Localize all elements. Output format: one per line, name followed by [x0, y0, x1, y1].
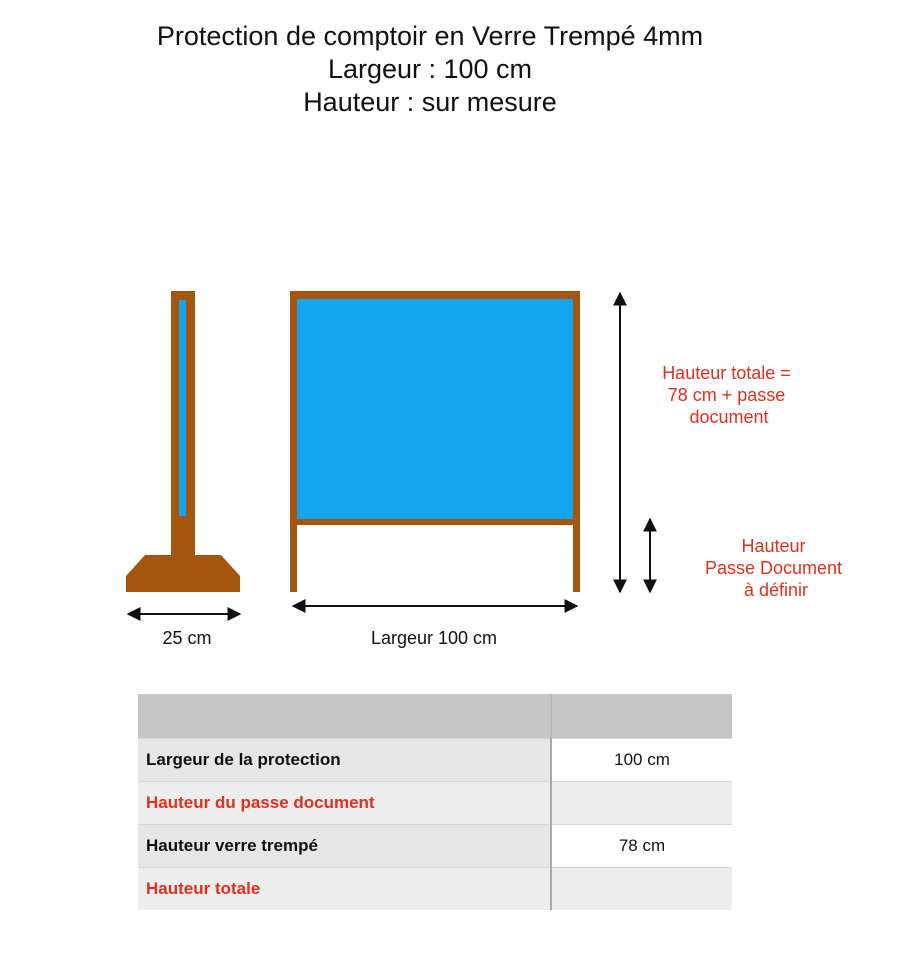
total-height-line-1: Hauteur totale =: [662, 363, 791, 383]
table-row-glass-height: [138, 825, 732, 868]
row-label: Largeur de la protection: [138, 739, 551, 782]
front-left-post: [290, 291, 297, 592]
row-label: Hauteur totale: [138, 868, 551, 911]
total-height-line-2: 78 cm + passe: [667, 385, 786, 405]
row-value: 78 cm: [551, 825, 732, 868]
front-bottom-rail: [290, 519, 580, 525]
pass-height-line-3: à définir: [743, 580, 809, 600]
title-line-1: Protection de comptoir en Verre Trempé 4mm: [156, 21, 704, 51]
spec-table: [138, 694, 732, 910]
side-view: [126, 291, 240, 648]
row-label: Hauteur verre trempé: [138, 825, 551, 868]
front-right-post: [573, 291, 580, 592]
side-base: [126, 555, 240, 592]
table-row-total-height: [138, 868, 732, 911]
side-width-label: 25 cm: [162, 628, 212, 648]
pass-height-line-1: Hauteur: [741, 536, 806, 556]
front-top-rail: [290, 291, 580, 299]
row-value: [551, 868, 732, 911]
total-height-line-3: document: [689, 407, 769, 427]
table-row-width: [138, 739, 732, 782]
table-row-pass-height: [138, 782, 732, 825]
pass-height-line-2: Passe Document: [704, 558, 843, 578]
table-header-label: [138, 694, 551, 739]
title-line-2: Largeur : 100 cm: [327, 54, 533, 84]
front-width-label: Largeur 100 cm: [370, 628, 498, 648]
row-value: 100 cm: [551, 739, 732, 782]
side-glass: [179, 300, 186, 516]
table-header-row: [138, 694, 732, 739]
front-view: [290, 291, 580, 648]
title-line-3: Hauteur : sur mesure: [303, 87, 557, 117]
pass-height-label: [705, 536, 847, 600]
total-height-label: [662, 363, 796, 427]
row-value: [551, 782, 732, 825]
row-label: Hauteur du passe document: [138, 782, 551, 825]
front-glass: [297, 299, 573, 519]
table-header-value: [551, 694, 732, 739]
